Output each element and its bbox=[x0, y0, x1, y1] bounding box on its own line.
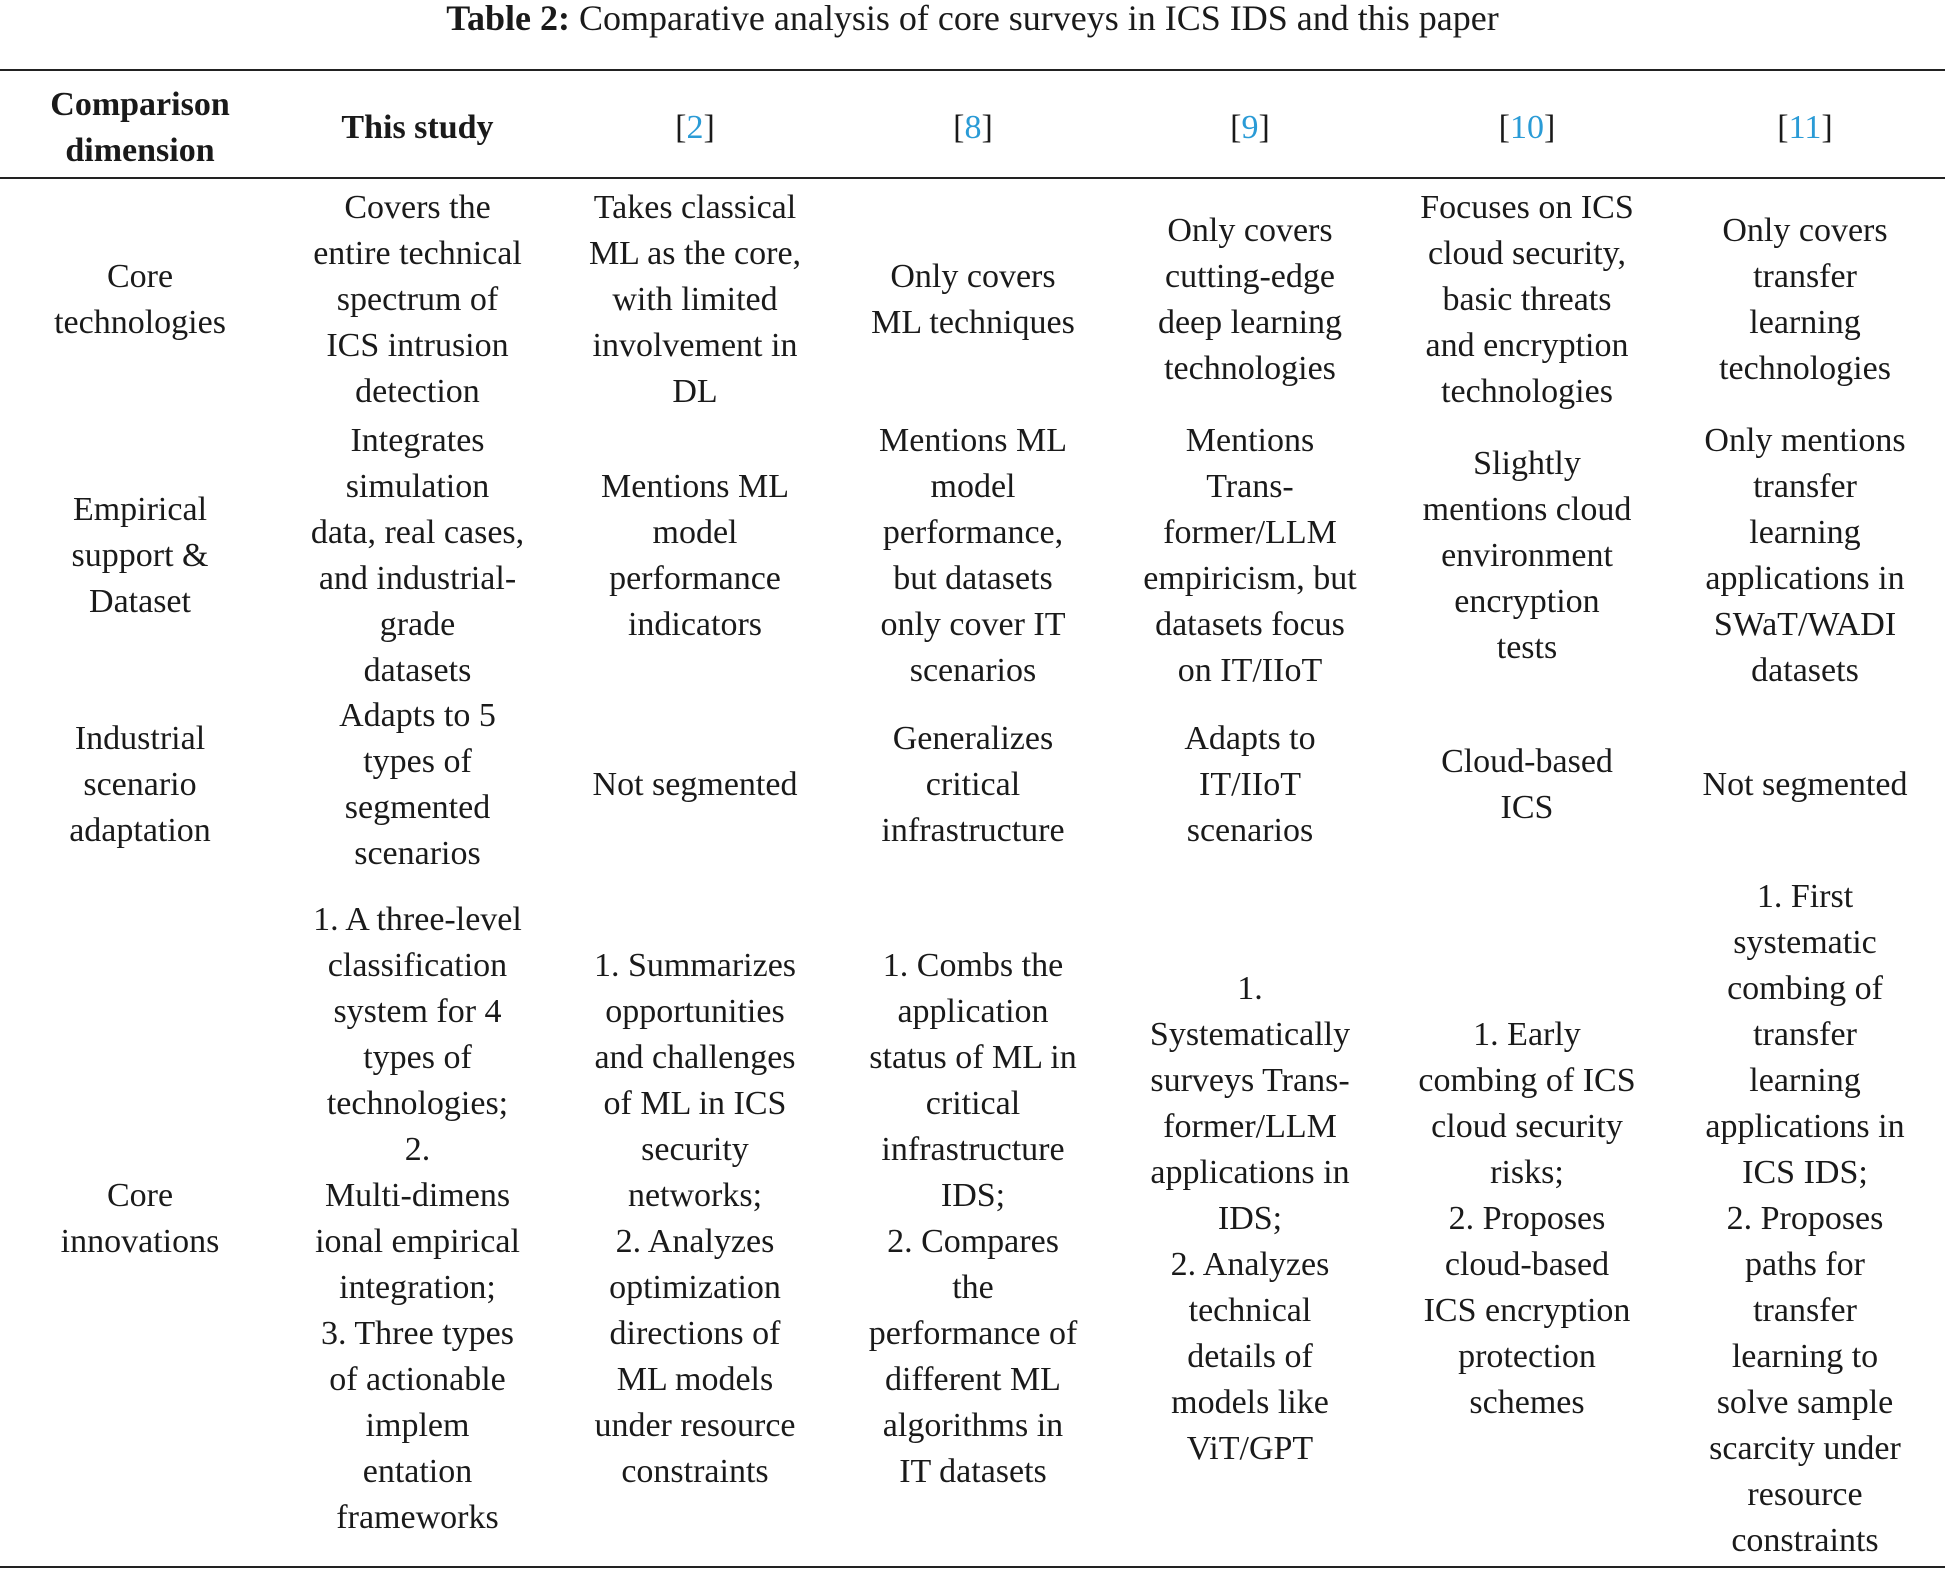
table-cell: 1. Combs the application status of ML in critical infrastructure IDS; 2. Compares the performance of different ML algorithms in IT datasets bbox=[868, 946, 1078, 1490]
table-caption bbox=[0, 0, 1945, 36]
header-ref-2[interactable]: [ 2 ] bbox=[560, 80, 830, 175]
caption-text: Comparative analysis of core surveys in ICS IDS and this paper bbox=[569, 0, 1499, 38]
ref-link-10[interactable]: 10 bbox=[1510, 108, 1544, 146]
table-cell: 1. Systematically surveys Trans- former/LLM applications in IDS; 2. Analyzes technical details of models like ViT/GPT bbox=[1149, 969, 1351, 1467]
table-cell: Covers the entire technical spectrum of ICS intrusion detection bbox=[313, 189, 522, 410]
header-ref-10[interactable]: [ 10 ] bbox=[1392, 80, 1662, 175]
caption-label: Table 2: bbox=[446, 0, 570, 38]
bottom-rule bbox=[0, 1566, 1945, 1568]
table-cell: Mentions ML model performance, but datasets only cover IT scenarios bbox=[879, 422, 1067, 689]
table-cell: Not segmented bbox=[1702, 766, 1908, 803]
header-ref-11[interactable]: [ 11 ] bbox=[1670, 80, 1940, 175]
header-comparison-dimension: Comparison dimension bbox=[50, 85, 230, 169]
table-cell: Only covers cutting-edge deep learning technologies bbox=[1157, 212, 1343, 387]
table-cell: 1. Early combing of ICS cloud security risks; 2. Proposes cloud-based ICS encryption protection schemes bbox=[1418, 1015, 1636, 1421]
table-cell: Slightly mentions cloud environment encryption tests bbox=[1422, 445, 1632, 666]
table-cell: Only covers transfer learning technologies bbox=[1719, 212, 1891, 387]
table-cell: Only mentions transfer learning applications in SWaT/WADI datasets bbox=[1704, 422, 1906, 689]
top-rule bbox=[0, 69, 1945, 71]
header-rule bbox=[0, 177, 1945, 179]
ref-link-2[interactable]: 2 bbox=[686, 108, 704, 146]
row-label-empirical-support: Empirical support & Dataset bbox=[71, 491, 209, 620]
table-cell: 1. First systematic combing of transfer learning applications in ICS IDS; 2. Proposes paths for transfer learning to solve sample scarcity under resource constraints bbox=[1705, 877, 1905, 1559]
ref-link-8[interactable]: 8 bbox=[964, 108, 982, 146]
table-cell: Adapts to IT/IIoT scenarios bbox=[1184, 720, 1316, 849]
table-cell: Mentions ML model performance indicators bbox=[601, 468, 789, 643]
header-this-study: This study bbox=[341, 108, 494, 146]
header-ref-8[interactable]: [ 8 ] bbox=[838, 80, 1108, 175]
table-cell: Cloud-based ICS bbox=[1441, 743, 1613, 826]
table-cell: Focuses on ICS cloud security, basic threats and encryption technologies bbox=[1420, 189, 1634, 410]
ref-link-11[interactable]: 11 bbox=[1788, 108, 1822, 146]
header-ref-9[interactable]: [ 9 ] bbox=[1115, 80, 1385, 175]
row-label-core-innovations: Core innovations bbox=[60, 1176, 220, 1260]
table-cell: Adapts to 5 types of segmented scenarios bbox=[339, 697, 496, 872]
table-cell: Generalizes critical infrastructure bbox=[881, 720, 1065, 849]
table-cell: Not segmented bbox=[592, 766, 798, 803]
table-cell: 1. Summarizes opportunities and challenges of ML in ICS security networks; 2. Analyzes optimization directions of ML models under resource constraints bbox=[593, 946, 797, 1490]
table-cell: 1. A three-level classification system for 4 types of technologies; 2. Multi-dimens ional empirical integration; 3. Three types of actionable implem entation frameworks bbox=[313, 900, 522, 1536]
table-cell: Integrates simulation data, real cases, and industrial- grade datasets bbox=[310, 422, 525, 689]
row-label-core-technologies: Core technologies bbox=[54, 258, 226, 341]
row-label-industrial-scenario: Industrial scenario adaptation bbox=[69, 720, 211, 849]
table-cell: Mentions Trans- former/LLM empiricism, but datasets focus on IT/IIoT bbox=[1143, 422, 1357, 689]
ref-link-9[interactable]: 9 bbox=[1241, 108, 1259, 146]
table-cell: Only covers ML techniques bbox=[871, 258, 1075, 341]
table-cell: Takes classical ML as the core, with limited involvement in DL bbox=[588, 189, 802, 410]
